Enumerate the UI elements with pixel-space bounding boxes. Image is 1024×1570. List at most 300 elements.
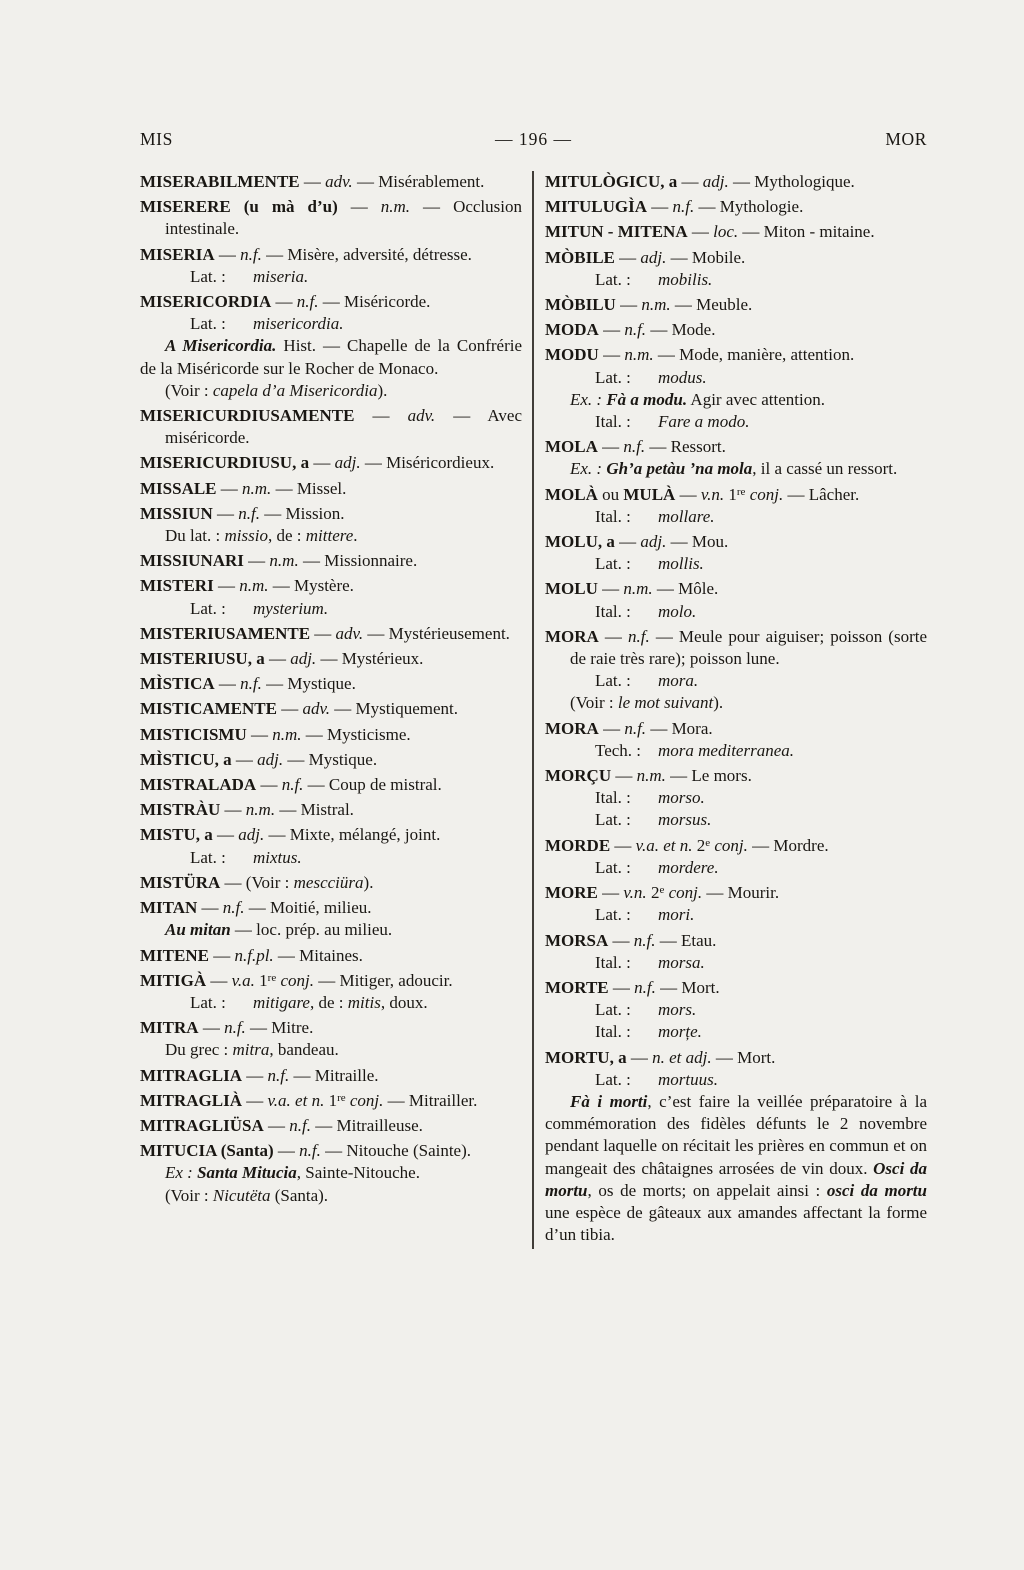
italic-term: mitigare bbox=[253, 992, 310, 1012]
italic-term: adj. bbox=[257, 749, 284, 769]
italic-term: molo. bbox=[658, 601, 697, 621]
example-phrase: A Misericordia. bbox=[165, 336, 277, 356]
headword: MORTE bbox=[545, 977, 609, 997]
headword: MITUCIA (Santa) bbox=[140, 1141, 274, 1161]
dictionary-entry bbox=[140, 171, 522, 193]
italic-term: mortuus. bbox=[658, 1069, 718, 1089]
language-label: Ital. : bbox=[595, 788, 631, 808]
text-run: — bbox=[212, 825, 239, 845]
dictionary-entry bbox=[140, 244, 522, 288]
dictionary-entry bbox=[545, 247, 927, 291]
language-label: Lat. : bbox=[595, 367, 631, 387]
headword: MORÇU bbox=[545, 766, 612, 786]
italic-term: n.m. bbox=[624, 345, 654, 365]
text-run: (Voir : bbox=[570, 693, 618, 713]
entry-note bbox=[140, 525, 522, 547]
text-run: — bbox=[246, 724, 273, 744]
headword: MISSIUNARI bbox=[140, 551, 244, 571]
headword: MOLU, a bbox=[545, 532, 615, 552]
italic-term: adj. bbox=[290, 649, 317, 669]
headword: MORDE bbox=[545, 835, 611, 855]
entry-language-line bbox=[545, 601, 927, 623]
italic-term: n.f. bbox=[240, 244, 262, 264]
dictionary-entry bbox=[140, 550, 522, 572]
text-run: — bbox=[647, 197, 673, 217]
entry-headline bbox=[545, 484, 927, 506]
headword: MISERICURDIUSAMENTE bbox=[140, 406, 355, 426]
italic-term: adv. bbox=[407, 406, 436, 426]
text-run: — bbox=[198, 1018, 225, 1038]
italic-term: Fare a modo. bbox=[658, 412, 750, 432]
text-run: (Santa). bbox=[270, 1185, 329, 1205]
italic-term: modus. bbox=[658, 367, 707, 387]
page-number: — 196 — bbox=[495, 129, 572, 149]
ordinal-superscript: e bbox=[705, 836, 711, 849]
italic-term: n.f. bbox=[224, 1018, 246, 1038]
headword: MORA bbox=[545, 718, 599, 738]
text-run: — bbox=[310, 623, 336, 643]
dictionary-entry bbox=[140, 970, 522, 1014]
entry-headline bbox=[545, 882, 927, 904]
text-run: — bbox=[276, 699, 303, 719]
italic-term: mysterium. bbox=[253, 598, 329, 618]
italic-term: conj. bbox=[280, 970, 314, 990]
italic-term: n.m. bbox=[380, 197, 411, 217]
text-run: une espèce de gâteaux aux amandes affectant la forme d’un tibia. bbox=[545, 1202, 927, 1245]
entry-note bbox=[140, 1185, 522, 1207]
entry-headline bbox=[545, 294, 927, 316]
entry-headline bbox=[140, 774, 522, 796]
italic-term: mollare. bbox=[658, 506, 715, 526]
language-label: Tech. : bbox=[595, 740, 642, 760]
italic-term: mixtus. bbox=[253, 847, 302, 867]
text-run: . bbox=[353, 526, 358, 546]
text-run: , os de morts; on appelait ainsi : bbox=[587, 1180, 827, 1200]
dictionary-entry bbox=[140, 897, 522, 941]
text-run: — bbox=[675, 484, 701, 504]
text-run: — Mythologie. bbox=[694, 197, 804, 217]
dictionary-entry bbox=[545, 626, 927, 715]
example-phrase: osci da mortu bbox=[826, 1180, 927, 1200]
text-run: — bbox=[337, 197, 381, 217]
italic-term: mitra bbox=[232, 1040, 270, 1060]
italic-term: n.f. bbox=[299, 1141, 321, 1161]
page-header bbox=[140, 129, 927, 155]
text-run: , Sainte-Nitouche. bbox=[296, 1163, 420, 1183]
text-run: — Môle. bbox=[652, 579, 719, 599]
entry-headline bbox=[545, 247, 927, 269]
italic-term: n.f. bbox=[624, 320, 647, 340]
italic-term: misericordia. bbox=[253, 314, 344, 334]
entry-language-line bbox=[545, 411, 927, 433]
headword: MITUN - MITENA bbox=[545, 222, 688, 242]
column-left bbox=[140, 171, 522, 1249]
example-phrase: Fà i morti bbox=[570, 1091, 648, 1111]
entry-headline bbox=[140, 452, 522, 474]
italic-term: n.f. bbox=[672, 197, 695, 217]
italic-term: morsa. bbox=[658, 952, 705, 972]
text-run: — Missel. bbox=[271, 478, 347, 498]
dictionary-entry bbox=[545, 1047, 927, 1247]
italic-term: adj. bbox=[640, 247, 667, 267]
entry-headline bbox=[140, 1065, 522, 1087]
text-run: — Mistral. bbox=[275, 800, 354, 820]
entry-headline bbox=[140, 244, 522, 266]
text-run: — bbox=[626, 1047, 653, 1067]
headword: MISSALE bbox=[140, 478, 217, 498]
text-run: ). bbox=[363, 872, 374, 892]
text-columns bbox=[140, 171, 927, 1249]
dictionary-entry bbox=[545, 765, 927, 832]
text-run: — bbox=[242, 1090, 268, 1110]
dictionary-entry bbox=[140, 698, 522, 720]
entry-headline bbox=[140, 550, 522, 572]
italic-term: conj. bbox=[749, 484, 784, 504]
text-run: — bbox=[242, 1065, 268, 1085]
italic-term: adv. bbox=[335, 623, 364, 643]
italic-term: mori. bbox=[658, 905, 695, 925]
ordinal-superscript: re bbox=[736, 485, 746, 498]
text-run: — Mythologique. bbox=[728, 172, 855, 191]
dictionary-entry bbox=[545, 196, 927, 218]
entry-headline bbox=[140, 673, 522, 695]
text-run: 2 bbox=[646, 883, 660, 903]
headword: MODU bbox=[545, 345, 599, 365]
entry-note bbox=[140, 380, 522, 402]
entry-language-line bbox=[140, 266, 522, 288]
entry-headline bbox=[140, 897, 522, 919]
headword: MISERABILMENTE bbox=[140, 172, 300, 191]
headword: MORE bbox=[545, 883, 598, 903]
text-run: — bbox=[598, 626, 628, 646]
headword: MISTRÀU bbox=[140, 800, 221, 820]
text-run: — bbox=[299, 172, 326, 191]
text-run: — bbox=[597, 883, 624, 903]
dictionary-entry bbox=[140, 452, 522, 474]
entry-language-line bbox=[545, 553, 927, 575]
text-run: 1 bbox=[254, 970, 268, 990]
entry-headline bbox=[140, 799, 522, 821]
entry-headline bbox=[140, 196, 522, 240]
text-run: — loc. prép. au milieu. bbox=[230, 920, 393, 940]
text-run: — bbox=[273, 1141, 300, 1161]
text-run: — bbox=[213, 576, 240, 596]
text-run: Agir avec attention. bbox=[687, 389, 825, 409]
text-run: , de : bbox=[267, 526, 306, 546]
italic-term: n. et adj. bbox=[652, 1047, 712, 1067]
text-run: — bbox=[687, 222, 714, 242]
text-run: — Mission. bbox=[259, 503, 345, 523]
text-run: — bbox=[212, 503, 239, 523]
headword: MITRAGLIÀ bbox=[140, 1090, 243, 1110]
italic-term: n.f. bbox=[624, 718, 647, 738]
italic-term: n.f. bbox=[222, 898, 245, 918]
entry-headline bbox=[140, 648, 522, 670]
italic-term: n.f. bbox=[289, 1115, 311, 1135]
entry-headline bbox=[545, 930, 927, 952]
headword: MOLU bbox=[545, 579, 598, 599]
text-run: — bbox=[597, 579, 624, 599]
text-run: 2 bbox=[692, 835, 706, 855]
text-run: — Mordre. bbox=[747, 835, 829, 855]
entry-headline bbox=[545, 221, 927, 243]
text-run: — bbox=[309, 453, 335, 473]
dictionary-entry bbox=[140, 824, 522, 868]
text-run: , bandeau. bbox=[269, 1040, 339, 1060]
entry-language-line bbox=[545, 1021, 927, 1043]
headword: MOLÀ bbox=[545, 484, 598, 504]
text-run: — bbox=[243, 551, 270, 571]
text-run: ). bbox=[377, 380, 388, 400]
entry-headline bbox=[140, 970, 522, 992]
text-run: — Missionnaire. bbox=[298, 551, 418, 571]
headword: MOLA bbox=[545, 437, 598, 457]
text-run: — Coup de mistral. bbox=[303, 775, 442, 795]
language-label: Lat. : bbox=[595, 554, 631, 574]
dictionary-entry bbox=[140, 673, 522, 695]
entry-headline bbox=[140, 1115, 522, 1137]
italic-term: n.f. bbox=[281, 775, 304, 795]
entry-headline bbox=[140, 1140, 522, 1162]
language-label: Lat. : bbox=[190, 598, 226, 618]
italic-term: n.f.pl. bbox=[234, 945, 274, 965]
italic-term: miseria. bbox=[253, 266, 309, 286]
text-run: — Mobile. bbox=[666, 247, 746, 267]
italic-term: conj. bbox=[714, 835, 748, 855]
text-run: — Mystère. bbox=[268, 576, 354, 596]
entry-headline bbox=[140, 698, 522, 720]
italic-term: mitis bbox=[347, 992, 381, 1012]
headword: MISTICISMU bbox=[140, 724, 247, 744]
italic-term: loc. bbox=[713, 222, 739, 242]
header-guide-word-right: MOR bbox=[885, 129, 927, 149]
language-label: Ital. : bbox=[595, 1022, 631, 1042]
dictionary-entry bbox=[545, 319, 927, 341]
italic-term: n.m. bbox=[242, 478, 272, 498]
text-run: — Lâcher. bbox=[783, 484, 860, 504]
text-run: — Mode. bbox=[646, 320, 716, 340]
dictionary-entry bbox=[140, 1090, 522, 1112]
italic-term: adj. bbox=[702, 172, 729, 191]
italic-term: n.f. bbox=[628, 626, 650, 646]
dictionary-entry bbox=[140, 405, 522, 449]
ordinal-superscript: e bbox=[659, 884, 665, 897]
entry-language-line bbox=[545, 506, 927, 528]
entry-language-line bbox=[545, 670, 927, 692]
text-run: — Mysticisme. bbox=[301, 724, 411, 744]
italic-term: adj. bbox=[334, 453, 361, 473]
entry-headline bbox=[545, 344, 927, 366]
text-run: — bbox=[614, 247, 641, 267]
entry-headline bbox=[545, 765, 927, 787]
dictionary-entry bbox=[545, 171, 927, 193]
text-run: — Mort. bbox=[655, 977, 720, 997]
text-run: 1 bbox=[324, 1090, 338, 1110]
italic-term: mittere bbox=[305, 526, 354, 546]
entry-language-line bbox=[545, 857, 927, 879]
dictionary-entry bbox=[140, 724, 522, 746]
entry-language-line bbox=[545, 952, 927, 974]
entry-language-line bbox=[140, 847, 522, 869]
text-run: — bbox=[216, 478, 243, 498]
italic-term: n.m. bbox=[623, 579, 653, 599]
text-run: — Mora. bbox=[646, 718, 713, 738]
text-run: — Mitrailler. bbox=[383, 1090, 478, 1110]
entry-headline bbox=[140, 872, 522, 894]
text-run: — bbox=[354, 406, 408, 426]
italic-term: conj. bbox=[349, 1090, 384, 1110]
dictionary-entry bbox=[140, 1140, 522, 1207]
language-label: Lat. : bbox=[190, 992, 226, 1012]
entry-headline bbox=[140, 405, 522, 449]
text-run: — Mitaines. bbox=[273, 945, 363, 965]
example-phrase: Fà a modu. bbox=[606, 389, 688, 409]
text-run: — bbox=[214, 244, 241, 264]
text-run: — bbox=[220, 800, 246, 820]
entry-language-line bbox=[140, 598, 522, 620]
text-run: — bbox=[614, 532, 641, 552]
entry-language-line bbox=[545, 740, 927, 762]
italic-term: Nicutëta bbox=[212, 1185, 271, 1205]
dictionary-entry bbox=[545, 882, 927, 926]
header-guide-word-left: MIS bbox=[140, 129, 173, 149]
text-run: — bbox=[608, 930, 634, 950]
text-run: — Ressort. bbox=[645, 437, 726, 457]
example-phrase: Au mitan bbox=[165, 920, 231, 940]
text-run: — Nitouche (Sainte). bbox=[320, 1141, 472, 1161]
language-label: Lat. : bbox=[190, 314, 226, 334]
column-divider bbox=[532, 171, 534, 1249]
text-run: — bbox=[598, 320, 625, 340]
text-run: — Mitraille. bbox=[289, 1065, 379, 1085]
headword: MÒBILU bbox=[545, 295, 616, 315]
text-run: , c’est faire la veillée préparatoire à la commémoration des fidèles défunts le 2 novembre pendant laquelle on récitait les prières en commun et on mangeait des châtaignes arrosées de vin doux. bbox=[545, 1091, 927, 1178]
language-label: Lat. : bbox=[595, 671, 631, 691]
text-run: — Mystérieux. bbox=[316, 649, 424, 669]
headword: MISTICAMENTE bbox=[140, 699, 277, 719]
text-run: — bbox=[611, 766, 637, 786]
italic-term: adj. bbox=[640, 532, 667, 552]
language-label: Lat. : bbox=[595, 1069, 631, 1089]
headword: MULÀ bbox=[623, 484, 676, 504]
text-run: — bbox=[608, 977, 635, 997]
text-run: — bbox=[615, 295, 642, 315]
entry-headline bbox=[140, 503, 522, 525]
entry-headline bbox=[140, 1090, 522, 1112]
italic-term: morso. bbox=[658, 788, 705, 808]
headword: MITAN bbox=[140, 898, 198, 918]
dictionary-entry bbox=[545, 718, 927, 762]
text-run: — Etau. bbox=[655, 930, 717, 950]
entry-headline bbox=[545, 1047, 927, 1069]
text-run: ). bbox=[713, 693, 724, 713]
text-run: — bbox=[256, 775, 282, 795]
italic-term: n.m. bbox=[239, 576, 269, 596]
italic-term: Ex. : bbox=[570, 459, 603, 479]
text-run: — Mystiquement. bbox=[330, 699, 458, 719]
text-run: — bbox=[197, 898, 223, 918]
dictionary-entry bbox=[545, 531, 927, 575]
dictionary-entry bbox=[545, 344, 927, 433]
entry-headline bbox=[545, 319, 927, 341]
text-run: — Misère, adversité, détresse. bbox=[261, 244, 472, 264]
entry-headline bbox=[140, 945, 522, 967]
language-label: Lat. : bbox=[190, 266, 226, 286]
italic-term: adj. bbox=[238, 825, 265, 845]
language-label: Ital. : bbox=[595, 952, 631, 972]
text-run: — Mort. bbox=[711, 1047, 776, 1067]
italic-term: mescciüra bbox=[293, 872, 364, 892]
text-run: — Avec miséricorde. bbox=[165, 406, 523, 448]
dictionary-entry bbox=[140, 749, 522, 771]
entry-language-line bbox=[545, 809, 927, 831]
text-run: — bbox=[271, 292, 297, 312]
text-run: — bbox=[263, 1115, 290, 1135]
headword: MORTU, a bbox=[545, 1047, 627, 1067]
italic-term: missio bbox=[224, 526, 268, 546]
text-run: — Occlusion intestinale. bbox=[165, 197, 522, 239]
language-label: Ital. : bbox=[595, 506, 631, 526]
example-phrase: Osci da mortu bbox=[545, 1158, 927, 1200]
text-run: — Miséricorde. bbox=[318, 292, 431, 312]
text-run: — Meule pour aiguiser; poisson (sorte de raie très rare); poisson lune. bbox=[570, 626, 928, 669]
italic-term: n.f. bbox=[267, 1065, 290, 1085]
italic-term: mordere. bbox=[658, 857, 719, 877]
dictionary-entry bbox=[140, 623, 522, 645]
italic-term: capela d’a Misericordia bbox=[212, 380, 378, 400]
headword: MISERIA bbox=[140, 244, 215, 264]
column-right bbox=[545, 171, 927, 1249]
text-run: — Mourir. bbox=[702, 883, 780, 903]
headword: MISERICURDIUSU, a bbox=[140, 453, 310, 473]
italic-term: mobilis. bbox=[658, 269, 713, 289]
italic-term: v.a. bbox=[231, 970, 255, 990]
headword: MISERICORDIA bbox=[140, 292, 272, 312]
italic-term: morțe. bbox=[658, 1022, 702, 1042]
text-run: 1 bbox=[724, 484, 737, 504]
entry-language-line bbox=[545, 367, 927, 389]
text-run: (Voir : bbox=[165, 1185, 213, 1205]
italic-term: n.f. bbox=[240, 674, 262, 694]
dictionary-entry bbox=[545, 930, 927, 974]
text-run: — Mitre. bbox=[245, 1018, 314, 1038]
text-run: — Le mors. bbox=[665, 766, 752, 786]
example-phrase: Gh’a petàu ’na mola bbox=[606, 459, 753, 479]
language-label: Lat. : bbox=[190, 847, 226, 867]
text-run: — Miséricordieux. bbox=[360, 453, 495, 473]
text-run: — bbox=[208, 945, 235, 965]
italic-term: adv. bbox=[325, 172, 353, 191]
dictionary-entry bbox=[140, 575, 522, 619]
italic-term: n.f. bbox=[296, 292, 319, 312]
italic-term: v.a. et n. bbox=[635, 835, 693, 855]
entry-headline bbox=[545, 626, 927, 670]
headword: MÒBILE bbox=[545, 247, 615, 267]
headword: MISTÜRA bbox=[140, 872, 221, 892]
italic-term: v.n. bbox=[700, 484, 725, 504]
text-run: — bbox=[598, 718, 625, 738]
italic-term: n.f. bbox=[623, 437, 646, 457]
text-run: — Mou. bbox=[666, 532, 729, 552]
entry-headline bbox=[545, 718, 927, 740]
entry-headline bbox=[140, 171, 522, 193]
text-run: Du lat. : bbox=[165, 526, 225, 546]
italic-term: n.f. bbox=[633, 930, 656, 950]
entry-language-line bbox=[545, 269, 927, 291]
entry-note bbox=[545, 692, 927, 714]
headword: MITENE bbox=[140, 945, 209, 965]
italic-term: n.f. bbox=[238, 503, 260, 523]
